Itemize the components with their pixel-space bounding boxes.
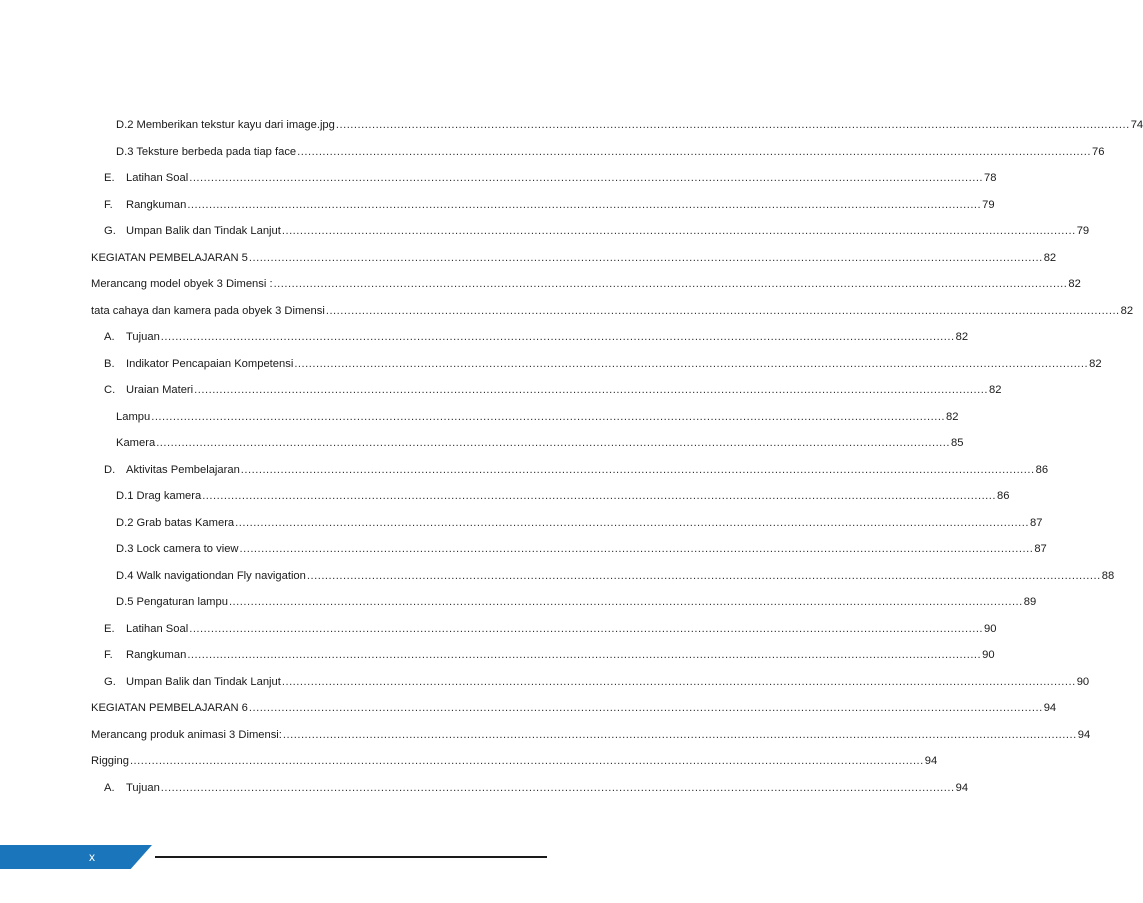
toc-entry-page: 78 <box>984 172 997 185</box>
toc-dot-leader: ............................................................................................................................................................................................................................ <box>306 569 1101 582</box>
toc-entry[interactable] <box>91 669 1090 696</box>
toc-entry-page: 87 <box>1029 516 1043 529</box>
toc-dot-leader: ............................................................................................................................................................................................................................ <box>282 728 1077 741</box>
toc-entry-label <box>91 701 248 715</box>
toc-entry-page: 79 <box>982 198 995 211</box>
toc-entry-label <box>116 489 201 503</box>
toc-entry-marker: F. <box>104 198 113 211</box>
toc-entry-title: Umpan Balik dan Tindak Lanjut <box>126 225 281 238</box>
toc-entry[interactable] <box>91 139 1105 166</box>
toc-dot-leader: ............................................................................................................................................................................................................................ <box>151 410 946 423</box>
toc-entry-title: Rangkuman <box>126 649 187 662</box>
toc-entry[interactable] <box>91 218 1090 245</box>
toc-entry-title: D.3 Lock camera to view <box>116 543 239 556</box>
toc-dot-leader: ............................................................................................................................................................................................................................ <box>248 251 1043 264</box>
toc-dot-leader: ............................................................................................................................................................................................................................ <box>202 490 997 503</box>
toc-entry[interactable] <box>91 510 1043 537</box>
toc-entry-title: Tujuan <box>126 331 160 344</box>
toc-dot-leader: ............................................................................................................................................................................................................................ <box>156 437 951 450</box>
toc-entry-page: 82 <box>955 331 969 344</box>
toc-entry-marker: A. <box>104 781 115 794</box>
toc-entry-title: Merancang model obyek 3 Dimensi : <box>91 278 273 291</box>
toc-entry-label <box>116 145 296 159</box>
toc-entry-label <box>91 304 325 318</box>
toc-entry[interactable] <box>91 695 1057 722</box>
toc-dot-leader: ............................................................................................................................................................................................................................ <box>297 145 1091 158</box>
toc-entry-title: Rangkuman <box>126 198 187 211</box>
footer-rule <box>155 856 547 858</box>
toc-entry-title: Merancang produk animasi 3 Dimensi: <box>91 728 282 741</box>
toc-entry[interactable] <box>91 642 995 669</box>
toc-entry-page: 85 <box>951 437 964 450</box>
toc-entry[interactable] <box>91 324 969 351</box>
toc-entry-marker: G. <box>104 225 116 238</box>
toc-entry-marker: C. <box>104 384 116 397</box>
toc-entry-label <box>104 463 240 477</box>
toc-entry-label <box>104 781 160 795</box>
toc-entry-page: 94 <box>955 781 969 794</box>
toc-entry-label <box>104 622 188 636</box>
toc-entry[interactable] <box>91 351 1102 378</box>
toc-entry-title: D.1 Drag kamera <box>116 490 202 503</box>
toc-entry-page: 82 <box>1089 357 1102 370</box>
toc-entry-title: Uraian Materi <box>126 384 194 397</box>
toc-entry-marker: G. <box>104 675 116 688</box>
toc-entry-title: D.3 Teksture berbeda pada tiap face <box>116 145 297 158</box>
toc-entry-title: Lampu <box>116 410 151 423</box>
toc-dot-leader: ............................................................................................................................................................................................................................ <box>273 278 1068 291</box>
toc-entry-page: 89 <box>1023 596 1037 609</box>
toc-entry-title: Umpan Balik dan Tindak Lanjut <box>126 675 281 688</box>
toc-entry-label <box>91 728 282 742</box>
toc-entry[interactable] <box>91 112 1143 139</box>
toc-entry-label <box>104 171 188 185</box>
toc-dot-leader: ............................................................................................................................................................................................................................ <box>160 331 955 344</box>
toc-entry-label <box>116 516 234 530</box>
toc-dot-leader: ............................................................................................................................................................................................................................ <box>240 463 1035 476</box>
toc-entry-label <box>116 542 239 556</box>
toc-entry[interactable] <box>91 271 1081 298</box>
toc-entry-title: D.2 Memberikan tekstur kayu dari image.jpg <box>116 119 335 132</box>
toc-entry-page: 82 <box>1043 251 1057 264</box>
toc-entry[interactable] <box>91 483 1010 510</box>
toc-entry-marker: F. <box>104 649 113 662</box>
toc-dot-leader: ............................................................................................................................................................................................................................ <box>187 198 982 211</box>
toc-entry-label <box>91 277 273 291</box>
toc-entry[interactable] <box>91 404 959 431</box>
toc-dot-leader: ............................................................................................................................................................................................................................ <box>129 755 924 768</box>
toc-dot-leader: ............................................................................................................................................................................................................................ <box>194 384 988 397</box>
toc-entry-label <box>104 330 160 344</box>
toc-entry-label <box>116 569 306 583</box>
toc-entry-label <box>116 436 155 450</box>
toc-entry-page: 76 <box>1092 145 1105 158</box>
toc-entry-title: KEGIATAN PEMBELAJARAN 6 <box>91 702 248 715</box>
toc-entry-title: Tujuan <box>126 781 160 794</box>
toc-entry[interactable] <box>91 298 1134 325</box>
toc-entry-page: 90 <box>984 622 997 635</box>
toc-entry[interactable] <box>91 165 997 192</box>
toc-entry-title: Latihan Soal <box>126 172 189 185</box>
toc-dot-leader: ............................................................................................................................................................................................................................ <box>248 702 1043 715</box>
toc-entry-page: 79 <box>1076 225 1090 238</box>
toc-entry[interactable] <box>91 616 997 643</box>
toc-entry-page: 94 <box>1077 728 1091 741</box>
toc-entry-marker: D. <box>104 463 116 476</box>
toc-entry-marker: E. <box>104 172 115 185</box>
toc-entry-page: 90 <box>1076 675 1090 688</box>
toc-entry-marker: E. <box>104 622 115 635</box>
toc-dot-leader: ............................................................................................................................................................................................................................ <box>189 172 984 185</box>
toc-entry[interactable] <box>91 748 938 775</box>
toc-entry-label <box>104 198 186 212</box>
toc-entry-title: Aktivitas Pembelajaran <box>126 463 240 476</box>
toc-dot-leader: ............................................................................................................................................................................................................................ <box>281 225 1076 238</box>
toc-entry[interactable] <box>91 589 1037 616</box>
toc-dot-leader: ............................................................................................................................................................................................................................ <box>228 596 1023 609</box>
toc-entry-page: 82 <box>946 410 959 423</box>
toc-entry-page: 74 <box>1130 119 1143 132</box>
footer-page-number: x <box>89 850 95 864</box>
toc-dot-leader: ............................................................................................................................................................................................................................ <box>325 304 1120 317</box>
toc-entry-title: Kamera <box>116 437 156 450</box>
toc-entry-marker: B. <box>104 357 115 370</box>
toc-dot-leader: ............................................................................................................................................................................................................................ <box>281 675 1076 688</box>
toc-dot-leader: ............................................................................................................................................................................................................................ <box>335 119 1130 132</box>
toc-entry-page: 90 <box>982 649 995 662</box>
toc-dot-leader: ............................................................................................................................................................................................................................ <box>239 543 1034 556</box>
toc-entry-page: 94 <box>1043 702 1057 715</box>
toc-entry-label <box>104 675 281 689</box>
toc-entry[interactable] <box>91 245 1057 272</box>
toc-entry-title: D.4 Walk navigationdan Fly navigation <box>116 569 306 582</box>
toc-entry-label <box>104 648 186 662</box>
toc-entry-page: 87 <box>1034 543 1047 556</box>
toc-entry-label <box>91 251 248 265</box>
toc-entry-label <box>116 595 228 609</box>
toc-entry-label <box>104 383 193 397</box>
toc-entry-title: KEGIATAN PEMBELAJARAN 5 <box>91 251 248 264</box>
toc-dot-leader: ............................................................................................................................................................................................................................ <box>294 357 1089 370</box>
toc-entry-page: 86 <box>997 490 1010 503</box>
toc-dot-leader: ............................................................................................................................................................................................................................ <box>235 516 1029 529</box>
toc-entry-label <box>104 357 293 371</box>
toc-entry[interactable] <box>91 775 969 802</box>
toc-entry-page: 88 <box>1101 569 1115 582</box>
table-of-contents <box>91 112 1143 801</box>
toc-entry-page: 82 <box>1068 278 1081 291</box>
toc-dot-leader: ............................................................................................................................................................................................................................ <box>187 649 982 662</box>
toc-entry-title: D.5 Pengaturan lampu <box>116 596 228 609</box>
toc-entry-page: 86 <box>1035 463 1049 476</box>
footer-accent-band <box>0 845 152 869</box>
toc-entry[interactable] <box>91 457 1049 484</box>
toc-entry-page: 82 <box>1120 304 1134 317</box>
toc-entry-label <box>91 754 129 768</box>
toc-entry-label <box>116 410 150 424</box>
toc-entry[interactable] <box>91 377 1002 404</box>
toc-entry-page: 94 <box>924 755 938 768</box>
toc-entry-label <box>104 224 281 238</box>
toc-dot-leader: ............................................................................................................................................................................................................................ <box>160 781 955 794</box>
toc-entry-title: Latihan Soal <box>126 622 189 635</box>
toc-entry-marker: A. <box>104 331 115 344</box>
toc-entry-title: tata cahaya dan kamera pada obyek 3 Dimensi <box>91 304 325 317</box>
toc-entry-title: Indikator Pencapaian Kompetensi <box>126 357 294 370</box>
toc-dot-leader: ............................................................................................................................................................................................................................ <box>189 622 984 635</box>
toc-entry-title: Rigging <box>91 755 129 768</box>
toc-entry[interactable] <box>91 722 1091 749</box>
toc-entry[interactable] <box>91 192 995 219</box>
toc-entry[interactable] <box>91 563 1115 590</box>
toc-entry[interactable] <box>91 430 964 457</box>
toc-entry-page: 82 <box>988 384 1002 397</box>
toc-entry-title: D.2 Grab batas Kamera <box>116 516 235 529</box>
toc-entry-label <box>116 118 335 132</box>
toc-entry[interactable] <box>91 536 1047 563</box>
